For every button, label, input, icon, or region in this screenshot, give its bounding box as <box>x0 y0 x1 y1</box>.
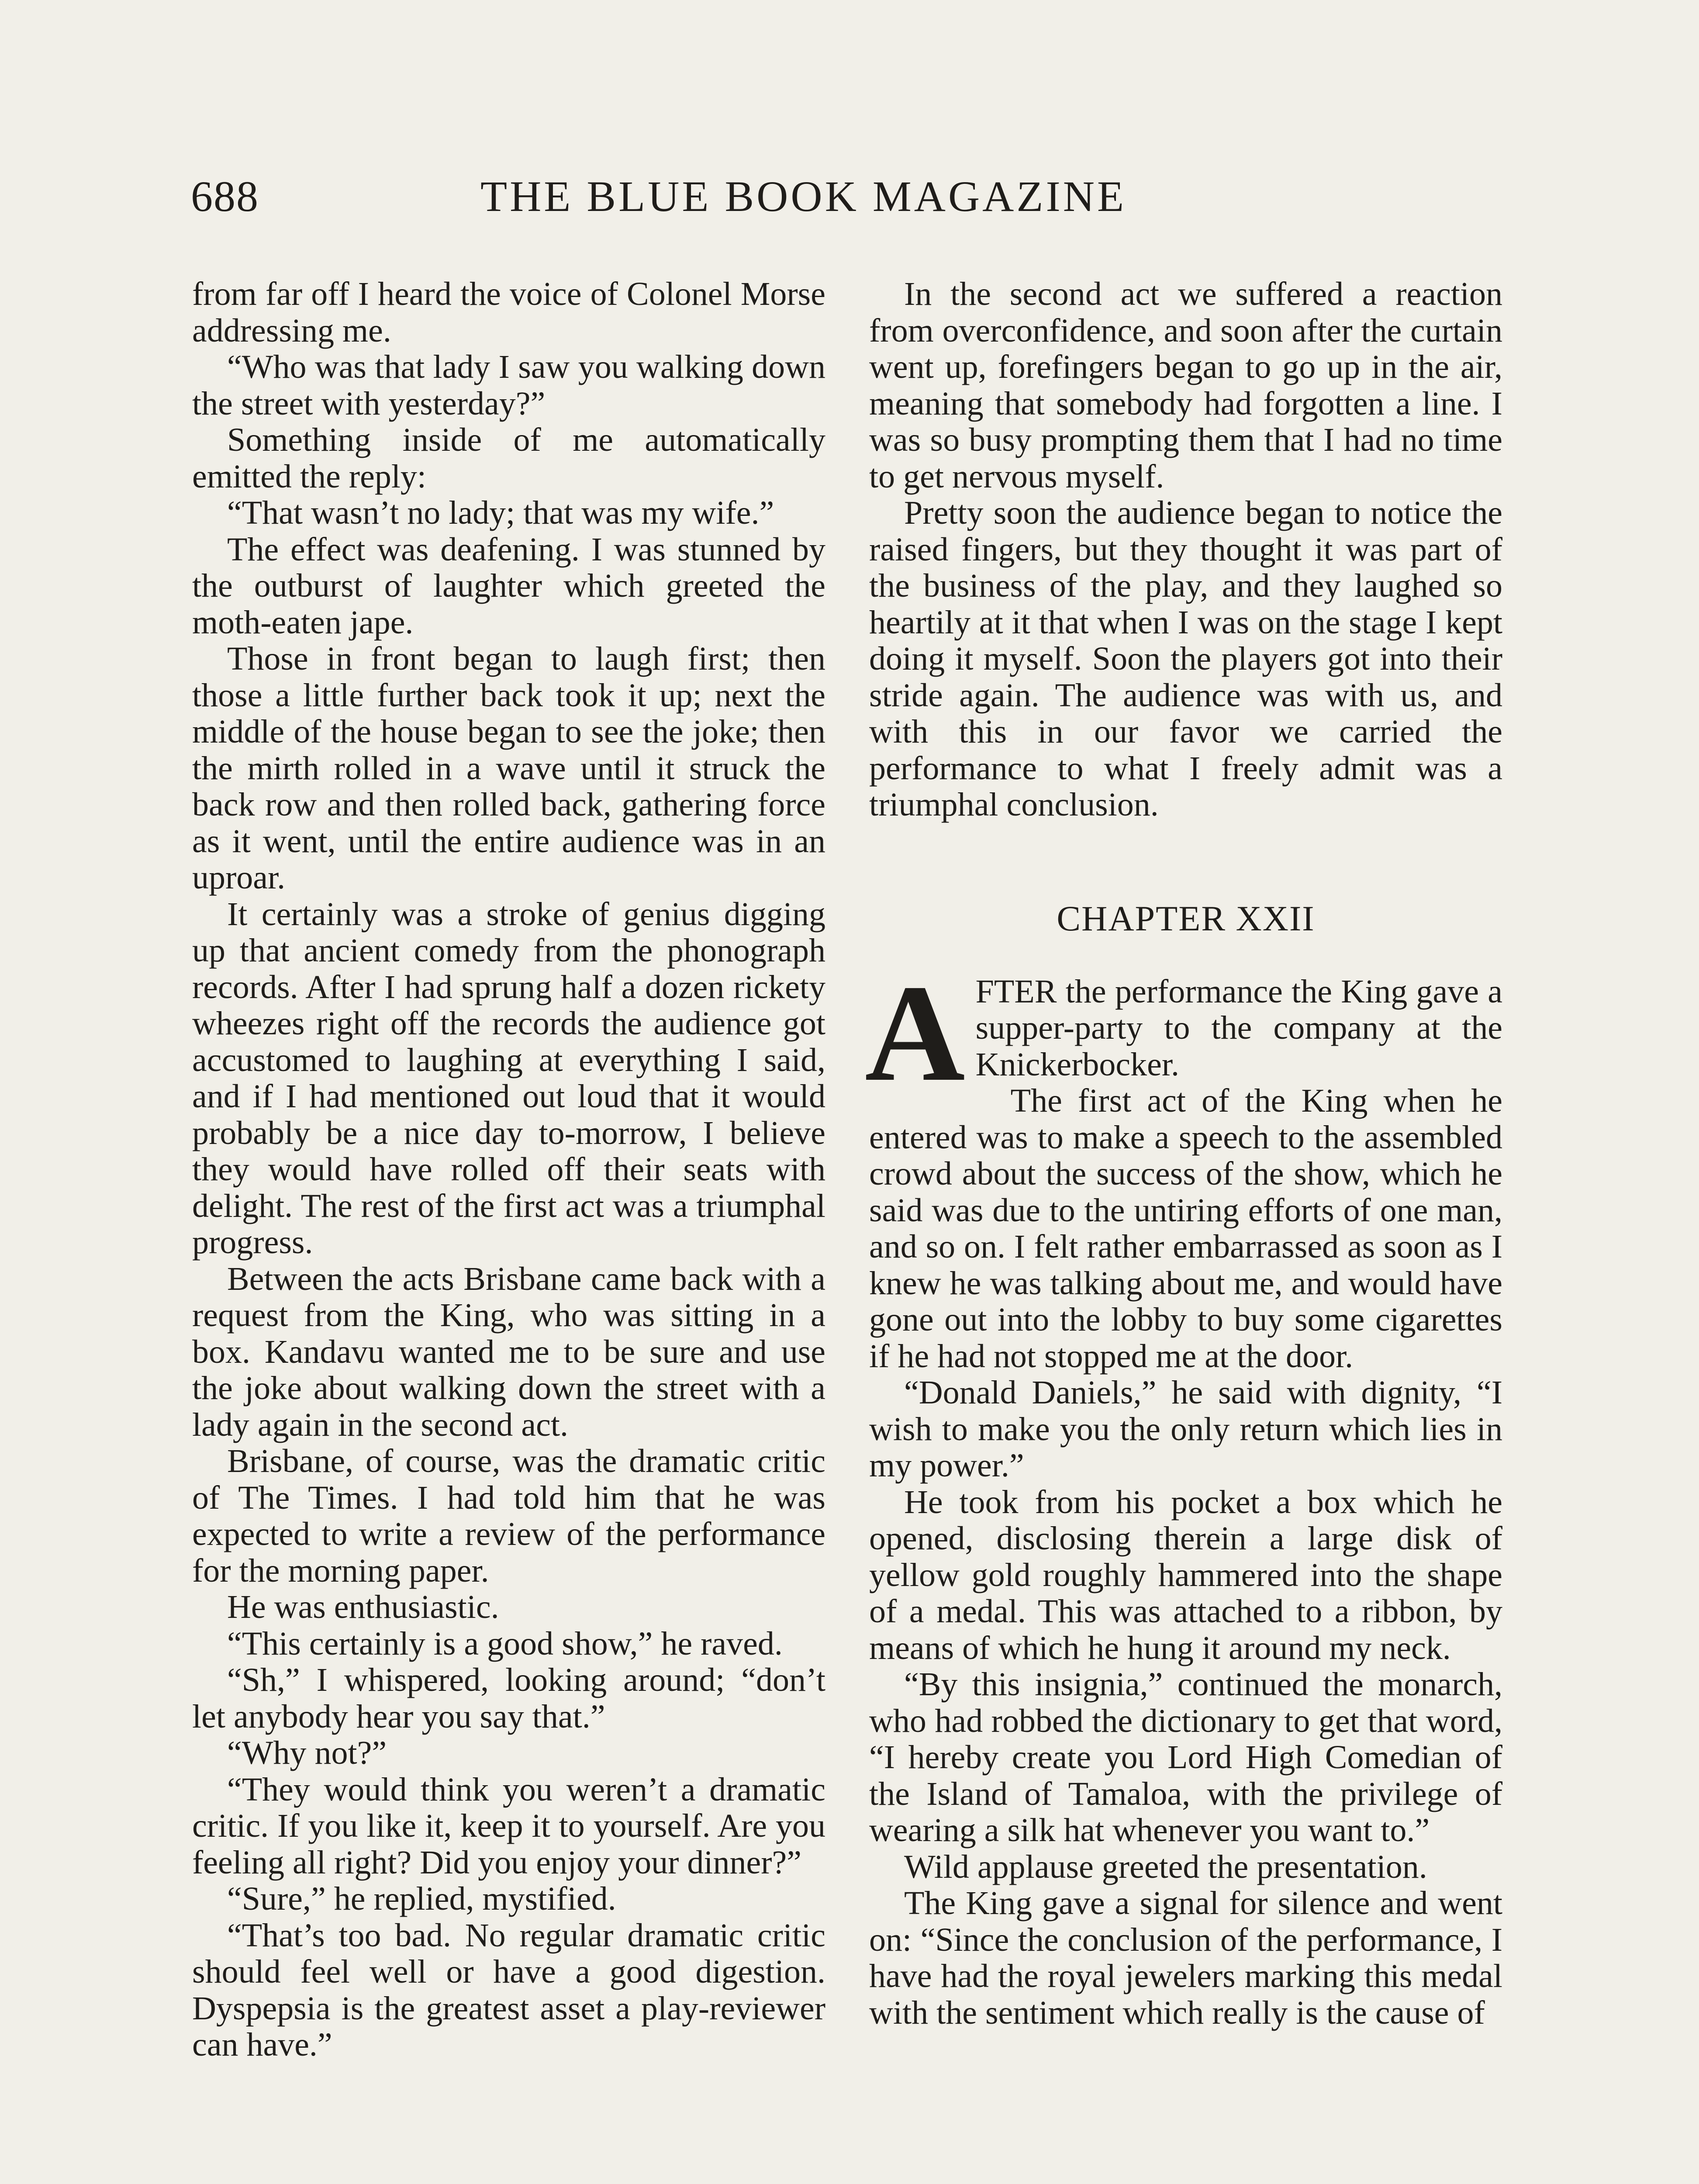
opening-paragraph <box>865 956 1502 1110</box>
paragraph: The first act of the King when he entered was to make a speech to the assembled crowd about the success of the show, which he said was due to the untiring efforts of one man, and so on. I felt rather embarrassed as soon as I knew he was talking about me, and would have gone out into the lobby to buy some cigarettes if he had not stopped me at the door. <box>869 1082 1502 1375</box>
paragraph: The effect was deafening. I was stunned by the outburst of laughter which greeted the moth-eaten jape. <box>192 531 825 641</box>
paragraph: “That’s too bad. No regular dramatic critic should feel well or have a good digestion. Dyspepsia is the greatest asset a play-reviewer can have.” <box>192 1917 825 2063</box>
paragraph: “Sh,” I whispered, looking around; “don’t let anybody hear you say that.” <box>192 1662 825 1735</box>
paragraph: He was enthusiastic. <box>227 1589 499 1625</box>
paragraph: “They would think you weren’t a dramatic critic. If you like it, keep it to yourself. Are you feeling all right? Did you enjoy your dinner?” <box>192 1771 825 1881</box>
paragraph: Something inside of me automatically emitted the reply: <box>192 422 825 495</box>
paragraph: Wild applause greeted the presentation. <box>904 1848 1427 1885</box>
paragraph: The King gave a signal for silence and went on: “Since the conclusion of the performance, I have had the royal jewelers marking this medal with the sentiment which really is the cause of <box>869 1885 1502 2031</box>
paragraph: “Who was that lady I saw you walking down the street with yesterday?” <box>192 349 825 422</box>
opening-text: FTER the performance the King gave a supper-party to the company at the Knickerbocker. <box>975 973 1502 1083</box>
paragraph: Brisbane, of course, was the dramatic critic of The Times. I had told him that he was expected to write a review of the performance for the morning paper. <box>192 1443 825 1589</box>
paragraph: He took from his pocket a box which he opened, disclosing therein a large disk of yellow gold roughly hammered into the shape of a medal. This was attached to a ribbon, by means of which he hung it around my neck. <box>869 1483 1502 1666</box>
paragraph: “Sure,” he replied, mystified. <box>227 1880 616 1917</box>
chapter-heading: CHAPTER XXII <box>1057 898 1315 938</box>
paragraph: In the second act we suffered a reaction from overconfidence, and soon after the curtain went up, forefingers began to go up in the air, meaning that somebody had forgotten a line. I was so busy prompting them that I had no time to get nervous myself. <box>869 276 1502 495</box>
paragraph: “That wasn’t no lady; that was my wife.” <box>227 494 774 531</box>
paragraph: “By this insignia,” continued the monarch, who had robbed the dictionary to get that word, “I hereby create you Lord High Comedian of the Island of Tamaloa, with the privilege of wearing a silk hat whenever you want to.” <box>869 1666 1502 1849</box>
drop-cap: A <box>865 956 965 1110</box>
paragraph: Between the acts Brisbane came back with a request from the King, who was sitting in a box. Kandavu wanted me to be sure and use the joke about walking down the street with a lady again in the second act. <box>192 1260 825 1443</box>
paragraph: Those in front began to laugh first; then those a little further back took it up; next the middle of the house began to see the joke; then the mirth rolled in a wave until it struck the back row and then rolled back, gathering force as it went, until the entire audience was in an uproar. <box>192 640 825 896</box>
right-column <box>865 276 1502 2031</box>
paragraph: It certainly was a stroke of genius digging up that ancient comedy from the phonograph records. After I had sprung half a dozen rickety wheezes right off the records the audience got accustomed to laughing at everything I said, and if I had mentioned out loud that it would probably be a nice day to-morrow, I believe they would have rolled off their seats with delight. The rest of the first act was a triumphal progress. <box>192 895 825 1261</box>
paragraph: from far off I heard the voice of Colonel Morse addressing me. <box>192 276 825 349</box>
paragraph: “Donald Daniels,” he said with dignity, “I wish to make you the only return which lies in my power.” <box>869 1374 1502 1484</box>
running-title: THE BLUE BOOK MAGAZINE <box>480 172 1127 221</box>
paragraph: “This certainly is a good show,” he raved. <box>227 1625 783 1662</box>
left-column <box>192 276 825 2063</box>
paragraph: “Why not?” <box>227 1735 387 1771</box>
page-number: 688 <box>191 172 259 221</box>
paragraph: Pretty soon the audience began to notice the raised fingers, but they thought it was part of the business of the play, and they laughed so heartily at it that when I was on the stage I kept doing it myself. Soon the players got into their stride again. The audience was with us, and with this in our favor we carried the performance to what I freely admit was a triumphal conclusion. <box>869 494 1502 823</box>
